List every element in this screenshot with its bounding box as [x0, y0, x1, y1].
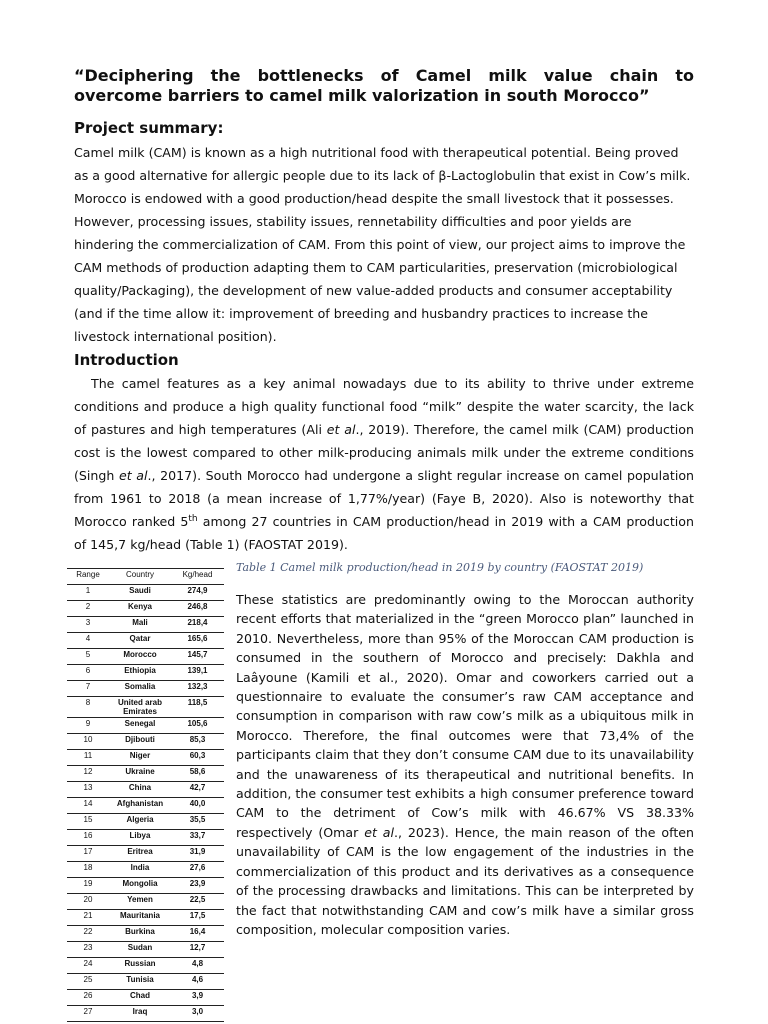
range-cell: 23 — [67, 942, 109, 958]
intro-superscript: th — [188, 513, 198, 524]
table-row — [67, 649, 224, 665]
table-row — [67, 910, 224, 926]
table-row — [67, 798, 224, 814]
country-cell: Iraq — [109, 1006, 171, 1022]
table-row — [67, 878, 224, 894]
kg-head-cell: 165,6 — [171, 633, 224, 649]
kg-head-cell: 118,5 — [171, 697, 224, 718]
kg-head-cell: 23,9 — [171, 878, 224, 894]
country-cell: Djibouti — [109, 734, 171, 750]
table-row — [67, 750, 224, 766]
kg-head-cell: 85,3 — [171, 734, 224, 750]
intro-text-1: The camel features as a key animal nowadays due to its ability to thrive under extreme conditions and produce a high quality functional food “milk” despite the water scarcity, the lack of pastures and high temperatures (Ali — [74, 376, 694, 437]
kg-head-cell: 60,3 — [171, 750, 224, 766]
range-cell: 17 — [67, 846, 109, 862]
table-header-row — [67, 569, 224, 585]
table-row — [67, 958, 224, 974]
country-cell: Tunisia — [109, 974, 171, 990]
table-row — [67, 697, 224, 718]
country-cell: Yemen — [109, 894, 171, 910]
kg-head-cell: 274,9 — [171, 585, 224, 601]
country-cell: Saudi — [109, 585, 171, 601]
kg-head-cell: 3,9 — [171, 990, 224, 1006]
range-cell: 18 — [67, 862, 109, 878]
intro-text-3: ., 2017). South Morocco had undergone a slight regular increase on camel population from 1961 to 2018 (a mean increase of 1,77%/year) (Faye B, 2020). Also is noteworthy that Morocco ranked 5 — [74, 468, 695, 529]
table-row — [67, 830, 224, 846]
statistics-paragraph — [236, 590, 694, 939]
intro-text-4: among 27 countries in CAM production/head in 2019 with a CAM production of 145,7 kg/head (Table 1) (FAOSTAT 2019). — [74, 514, 694, 552]
intro-etal-2: et al — [118, 468, 148, 483]
kg-head-cell: 12,7 — [171, 942, 224, 958]
kg-head-cell: 218,4 — [171, 617, 224, 633]
table-row — [67, 633, 224, 649]
table-row — [67, 766, 224, 782]
kg-head-cell: 35,5 — [171, 814, 224, 830]
intro-etal-1: et al — [326, 422, 356, 437]
side-etal: et al — [364, 824, 394, 840]
table-caption: Table 1 Camel milk production/head in 2019 by country (FAOSTAT 2019) — [236, 561, 644, 574]
table-row — [67, 1006, 224, 1022]
country-cell: Afghanistan — [109, 798, 171, 814]
range-cell: 26 — [67, 990, 109, 1006]
country-cell: Chad — [109, 990, 171, 1006]
kg-head-cell: 4,8 — [171, 958, 224, 974]
country-cell: Niger — [109, 750, 171, 766]
kg-head-cell: 40,0 — [171, 798, 224, 814]
range-cell: 24 — [67, 958, 109, 974]
kg-head-cell: 132,3 — [171, 681, 224, 697]
range-cell: 3 — [67, 617, 109, 633]
range-cell: 7 — [67, 681, 109, 697]
summary-heading: Project summary: — [74, 119, 224, 137]
range-cell: 9 — [67, 718, 109, 734]
country-cell: Sudan — [109, 942, 171, 958]
range-cell: 19 — [67, 878, 109, 894]
kg-head-cell: 3,0 — [171, 1006, 224, 1022]
kg-head-cell: 42,7 — [171, 782, 224, 798]
country-cell: Ukraine — [109, 766, 171, 782]
table-header-range: Range — [67, 569, 109, 585]
range-cell: 4 — [67, 633, 109, 649]
range-cell: 16 — [67, 830, 109, 846]
table-row — [67, 846, 224, 862]
range-cell: 12 — [67, 766, 109, 782]
country-cell: India — [109, 862, 171, 878]
kg-head-cell: 139,1 — [171, 665, 224, 681]
intro-text-2: ., 2019). Therefore, the camel milk (CAM) production cost is the lowest compared to other milk-producing animals milk under the extreme conditions (Singh — [74, 422, 694, 483]
table-row — [67, 942, 224, 958]
country-cell: Algeria — [109, 814, 171, 830]
range-cell: 6 — [67, 665, 109, 681]
table-row — [67, 782, 224, 798]
table-row — [67, 862, 224, 878]
introduction-heading: Introduction — [74, 351, 179, 369]
country-cell: United arab Emirates — [109, 697, 171, 718]
country-cell: Mali — [109, 617, 171, 633]
table-row — [67, 894, 224, 910]
country-cell: Ethiopia — [109, 665, 171, 681]
country-cell: Russian — [109, 958, 171, 974]
country-cell: Mongolia — [109, 878, 171, 894]
country-cell: Eritrea — [109, 846, 171, 862]
country-cell: Qatar — [109, 633, 171, 649]
table-row — [67, 601, 224, 617]
range-cell: 11 — [67, 750, 109, 766]
range-cell: 5 — [67, 649, 109, 665]
table-body — [67, 585, 224, 1022]
summary-paragraph: Camel milk (CAM) is known as a high nutritional food with therapeutical potential. Being proved as a good alternative for allergic people due to its lack of β-Lactoglobulin that exist in Cow’s milk. Morocco is endowed with a good production/head despite the small livestock that it possesses. However, processing issues, stability issues, rennetability difficulties and poor yields are hindering the commercialization of CAM. From this point of view, our project aims to improve the CAM methods of production adapting them to CAM particularities, preservation (microbiological quality/Packaging), the development of new value-added products and consumer acceptability (and if the time allow it: improvement of breeding and husbandry practices to increase the livestock international position). — [74, 145, 691, 344]
table-row — [67, 665, 224, 681]
range-cell: 27 — [67, 1006, 109, 1022]
table-header-country: Country — [109, 569, 171, 585]
kg-head-cell: 246,8 — [171, 601, 224, 617]
introduction-paragraph — [74, 372, 694, 556]
kg-head-cell: 145,7 — [171, 649, 224, 665]
range-cell: 25 — [67, 974, 109, 990]
kg-head-cell: 105,6 — [171, 718, 224, 734]
kg-head-cell: 33,7 — [171, 830, 224, 846]
kg-head-cell: 17,5 — [171, 910, 224, 926]
table-row — [67, 990, 224, 1006]
table-row — [67, 814, 224, 830]
kg-head-cell: 16,4 — [171, 926, 224, 942]
table-row — [67, 974, 224, 990]
table-header-kg: Kg/head — [171, 569, 224, 585]
table-row — [67, 617, 224, 633]
camel-milk-table — [67, 568, 224, 1022]
kg-head-cell: 4,6 — [171, 974, 224, 990]
range-cell: 2 — [67, 601, 109, 617]
table-row — [67, 718, 224, 734]
country-cell: Somalia — [109, 681, 171, 697]
country-cell: Burkina — [109, 926, 171, 942]
side-text-2: ., 2023). Hence, the main reason of the often unavailability of CAM is the low engagement of the industries in the commercialization of this product and its derivatives as a consequence of the processing drawbacks and limitations. This can be interpreted by the fact that notwithstanding CAM and cow’s milk have a similar gross composition, molecular composition varies. — [236, 824, 695, 937]
side-text-1: These statistics are predominantly owing to the Moroccan authority recent efforts that materialized in the “green Morocco plan” launched in 2010. Nevertheless, more than 95% of the Moroccan CAM production is consumed in the southern of Morocco and precisely: Dakhla and Laâyoune (Kamili et al., 2020). Omar and coworkers carried out a questionnaire to evaluate the consumer’s raw CAM acceptance and consumption in comparison with raw cow’s milk as a ubiquitous milk in Morocco. Therefore, the final outcomes were that 73,4% of the participants claim that they don’t consume CAM due to its unavailability and the unawareness of its therapeutical and nutritional benefits. In addition, the consumer test exhibits a high consumer preference toward CAM to the detriment of Cow’s milk with 46.67% VS 38.33% respectively (Omar — [236, 592, 694, 840]
country-cell: Libya — [109, 830, 171, 846]
range-cell: 20 — [67, 894, 109, 910]
range-cell: 10 — [67, 734, 109, 750]
range-cell: 1 — [67, 585, 109, 601]
range-cell: 22 — [67, 926, 109, 942]
table-row — [67, 926, 224, 942]
country-cell: Kenya — [109, 601, 171, 617]
kg-head-cell: 22,5 — [171, 894, 224, 910]
document-title: “Deciphering the bottlenecks of Camel milk value chain to overcome barriers to camel milk valorization in south Morocco” — [74, 66, 694, 105]
range-cell: 14 — [67, 798, 109, 814]
table-row — [67, 734, 224, 750]
range-cell: 8 — [67, 697, 109, 718]
range-cell: 15 — [67, 814, 109, 830]
kg-head-cell: 27,6 — [171, 862, 224, 878]
table-row — [67, 681, 224, 697]
country-cell: Morocco — [109, 649, 171, 665]
country-cell: Mauritania — [109, 910, 171, 926]
range-cell: 13 — [67, 782, 109, 798]
country-cell: China — [109, 782, 171, 798]
kg-head-cell: 58,6 — [171, 766, 224, 782]
country-cell: Senegal — [109, 718, 171, 734]
range-cell: 21 — [67, 910, 109, 926]
kg-head-cell: 31,9 — [171, 846, 224, 862]
table-row — [67, 585, 224, 601]
